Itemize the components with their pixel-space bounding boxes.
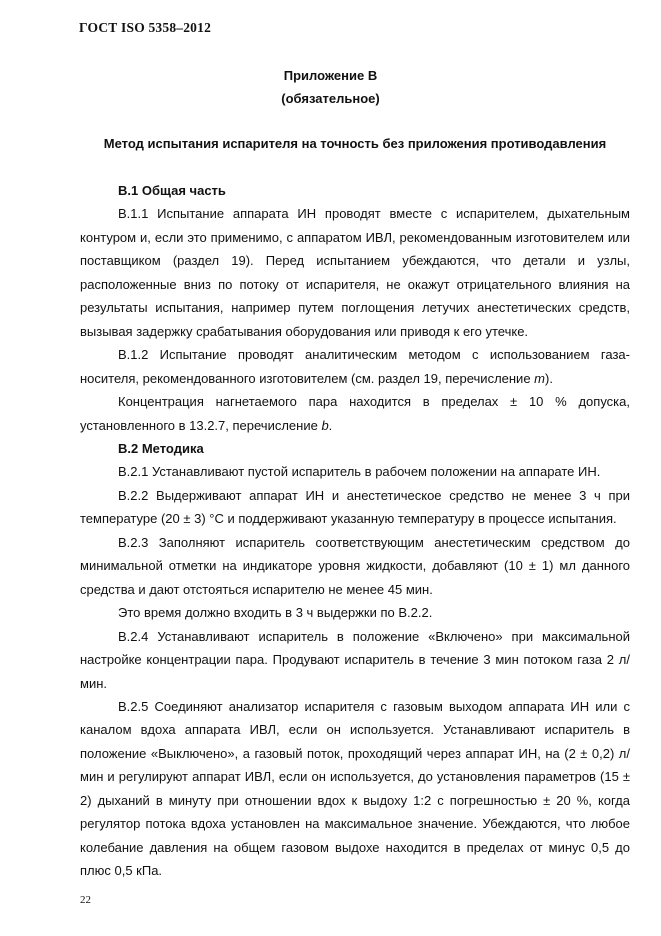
- paragraph-b2-5: В.2.5 Соединяют анализатор испарителя с газовым выходом аппарата ИН или с каналом вдоха аппарата ИВЛ, если он используется. Устанавливают испаритель в положение «Выключено», а газовый поток, проходящий через аппарат ИН, на (2 ± 0,2) л/мин и регулируют аппарат ИВЛ, если он используется, до установления параметров (15 ± 2) дыханий в минуту при отношении вдох к выдоху 1:2 с погрешностью ± 20 %, когда регулятор потока вдоха установлен на максимальное значение. Убеждаются, что любое колебание давления на общем газовом выдохе находится в пределах от минус 0,5 до плюс 0,5 кПа.: [80, 698, 630, 879]
- item-letter-b: b: [321, 417, 329, 433]
- section-heading-b2: В.2 Методика: [118, 440, 204, 456]
- item-letter-m: m: [534, 370, 546, 386]
- running-header: ГОСТ ISO 5358–2012: [79, 20, 212, 35]
- paragraph-concentration-text: Концентрация нагнетаемого пара находится в пределах ± 10 % допуска, установленного в 13.2.7, перечисление: [80, 394, 630, 433]
- paragraph-concentration: [80, 390, 630, 437]
- paragraph-b2-3-note: Это время должно входить в 3 ч выдержки по В.2.2.: [118, 605, 433, 621]
- document-body: [80, 179, 630, 883]
- section-heading-b1: В.1 Общая часть: [118, 183, 226, 198]
- paragraph-b1-2-text: В.1.2 Испытание проводят аналитическим методом с использованием газа-носителя, рекомендованного изготовителем (см. раздел 19, перечисление: [80, 347, 630, 386]
- paragraph-b2-3: В.2.3 Заполняют испаритель соответствующим анестетическим средством до минимальной отметки на индикаторе уровня жидкости, добавляют (10 ± 1) мл данного средства и дают отстояться испарителю не менее 45 мин.: [80, 534, 630, 597]
- paragraph-concentration-end: .: [328, 417, 333, 433]
- annex-status: (обязательное): [281, 91, 380, 106]
- annex-title: Приложение В: [283, 68, 378, 83]
- paragraph-b2-4: В.2.4 Устанавливают испаритель в положение «Включено» при максимальной настройке концентрации пара. Продувают испаритель в течение 3 мин потоком газа 2 л/мин.: [80, 628, 630, 691]
- method-title: Метод испытания испарителя на точность без приложения противодавления: [103, 136, 607, 151]
- paragraph-b1-1: В.1.1 Испытание аппарата ИН проводят вместе с испарителем, дыхательным контуром и, если это применимо, с аппаратом ИВЛ, рекомендованным изготовителем или поставщиком (раздел 19). Перед испытанием убеждаются, что детали и узлы, расположенные вниз по потоку от испарителя, не окажут отрицательного влияния на результаты испытания, например путем поглощения летучих анестетических средств, вызывая задержку срабатывания оборудования или приводя к его утечке.: [80, 206, 630, 339]
- page-number: 22: [80, 894, 91, 906]
- paragraph-b2-1: В.2.1 Устанавливают пустой испаритель в рабочем положении на аппарате ИН.: [118, 464, 601, 480]
- paragraph-b1-2-end: ).: [545, 370, 553, 386]
- paragraph-b2-2: В.2.2 Выдерживают аппарат ИН и анестетическое средство не менее 3 ч при температуре (20 ± 3) °С и поддерживают указанную температуру в процессе испытания.: [80, 487, 630, 527]
- paragraph-b1-2: [80, 343, 630, 390]
